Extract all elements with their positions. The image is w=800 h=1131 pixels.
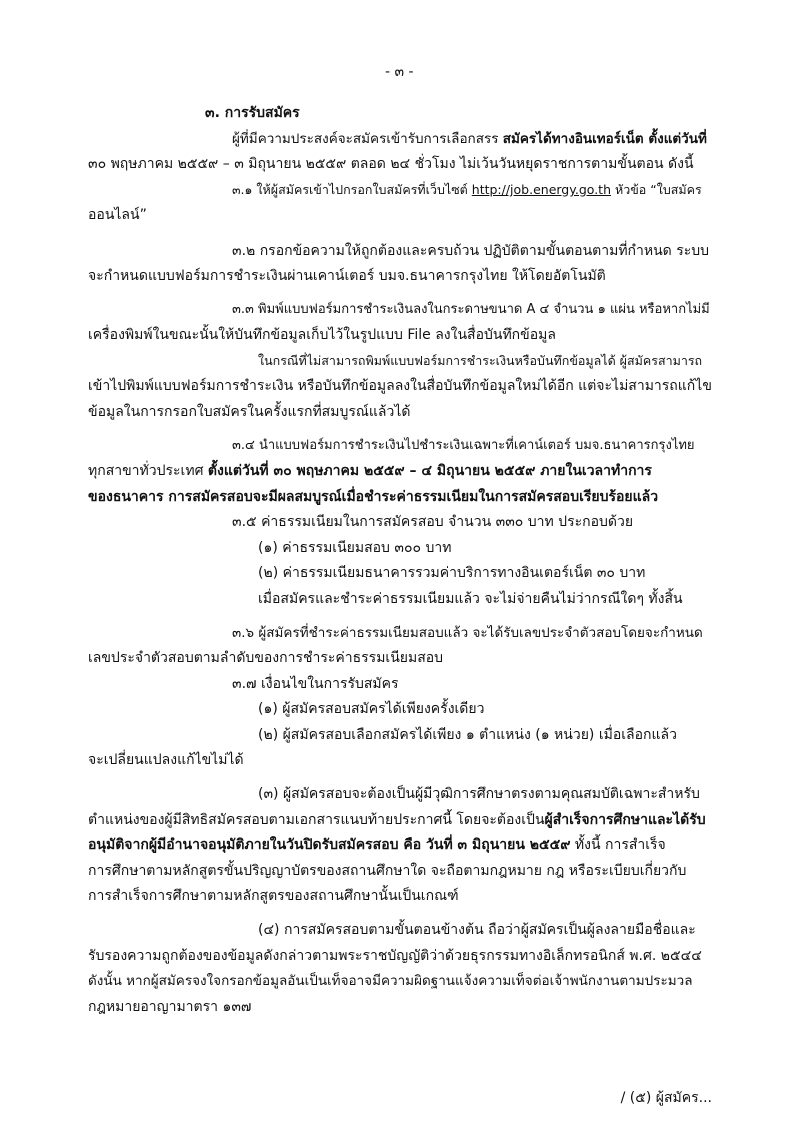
- item-3-2-line-1: ๓.๒ กรอกข้อความให้ถูกต้องและครบถ้วน ปฏิบัติตามขั้นตอนตามที่กำหนด ระบบ: [232, 243, 710, 259]
- item-3-2-line-2: จะกำหนดแบบฟอร์มการชำระเงินผ่านเคาน์เตอร์ บมจ.ธนาคารกรุงไทย ให้โดยอัตโนมัติ: [88, 268, 606, 284]
- page-number: - ๓ -: [385, 64, 414, 80]
- condition-3-line-2: [88, 810, 706, 830]
- intro-text: ผู้ที่มีความประสงค์จะสมัครเข้ารับการเลือกสรร: [232, 131, 503, 147]
- condition-3-line-4: การศึกษาตามหลักสูตรขั้นปริญญาบัตรของสถานศึกษาใด จะถือตามกฎหมาย กฎ หรือระเบียบเกี่ยวกับ: [88, 863, 687, 879]
- intro-line-2: ๓๐ พฤษภาคม ๒๕๕๙ – ๓ มิถุนายน ๒๕๕๙ ตลอด ๒๔ ชั่วโมง ไม่เว้นวันหยุดราชการตามขั้นตอน ดังนี้: [88, 156, 694, 172]
- intro-line-1: [232, 129, 707, 149]
- item-3-3-line-5: ข้อมูลในการกรอกใบสมัครในครั้งแรกที่สมบูรณ์แล้วได้: [88, 404, 411, 420]
- item-3-1-line-1: [232, 180, 702, 200]
- condition-3-line-5: การสำเร็จการศึกษาตามหลักสูตรของสถานศึกษานั้นเป็นเกณฑ์: [88, 888, 459, 904]
- fee-note: เมื่อสมัครและชำระค่าธรรมเนียมแล้ว จะไม่จ่ายคืนไม่ว่ากรณีใดๆ ทั้งสิ้น: [258, 591, 683, 607]
- section-title: ๓. การรับสมัคร: [205, 105, 300, 121]
- condition-2-line-2: จะเปลี่ยนแปลงแก้ไขไม่ได้: [88, 752, 244, 768]
- condition-3-line-1: (๓) ผู้สมัครสอบจะต้องเป็นผู้มีวุฒิการศึกษาตรงตามคุณสมบัติเฉพาะสำหรับ: [258, 786, 700, 802]
- item-3-3-line-3: ในกรณีที่ไม่สามารถพิมพ์แบบฟอร์มการชำระเงินหรือบันทึกข้อมูลได้ ผู้สมัครสามารถ: [258, 353, 703, 368]
- condition-3-deadline: อนุมัติจากผู้มีอำนาจอนุมัติภายในวันปิดรับสมัครสอบ คือ วันที่ ๓ มิถุนายน ๒๕๕๙: [88, 837, 571, 853]
- item-3-4-bold-text: ตั้งแต่วันที่ ๓๐ พฤษภาคม ๒๕๕๙ – ๔ มิถุนายน ๒๕๕๙ ภายในเวลาทำการ: [207, 463, 652, 479]
- item-3-6-line-1: ๓.๖ ผู้สมัครที่ชำระค่าธรรมเนียมสอบแล้ว จะได้รับเลขประจำตัวสอบโดยจะกำหนด: [232, 625, 703, 641]
- website-link[interactable]: http://job.energy.go.th: [471, 182, 611, 197]
- item-3-5-line-1: ๓.๕ ค่าธรรมเนียมในการสมัครสอบ จำนวน ๓๓๐ บาท ประกอบด้วย: [232, 514, 634, 530]
- item-3-1-line-2: ออนไลน์”: [88, 207, 147, 223]
- condition-4-line-3: ดังนั้น หากผู้สมัครจงใจกรอกข้อมูลอันเป็นเท็จอาจมีความผิดฐานแจ้งความเท็จต่อเจ้าพนักงานตามประมวล: [88, 973, 693, 989]
- condition-4-line-4: กฎหมายอาญามาตรา ๑๓๗: [88, 999, 252, 1015]
- intro-bold-text: สมัครได้ทางอินเทอร์เน็ต ตั้งแต่วันที่: [502, 131, 707, 147]
- condition-2-line-1: (๒) ผู้สมัครสอบเลือกสมัครได้เพียง ๑ ตำแหน่ง (๑ หน่วย) เมื่อเลือกแล้ว: [258, 727, 677, 743]
- item-3-4-line-1: ๓.๔ นำแบบฟอร์มการชำระเงินไปชำระเงินเฉพาะที่เคาน์เตอร์ บมจ.ธนาคารกรุงไทย: [232, 438, 695, 453]
- item-3-1-topic: หัวข้อ “ใบสมัคร: [611, 182, 702, 197]
- condition-3-continuation: ทั้งนี้ การสำเร็จ: [570, 837, 666, 853]
- fee-item-1: (๑) ค่าธรรมเนียมสอบ ๓๐๐ บาท: [258, 540, 452, 556]
- condition-3-text: ตำแหน่งของผู้มีสิทธิสมัครสอบตามเอกสารแนบท้ายประกาศนี้ โดยจะต้องเป็น: [88, 812, 545, 828]
- condition-4-line-2: รับรองความถูกต้องของข้อมูลดังกล่าวตามพระราชบัญญัติว่าด้วยธุรกรรมทางอิเล็กทรอนิกส์ พ.ศ. ๒๕๔๔: [88, 948, 702, 964]
- footer-continuation: / (๕) ผู้สมัคร...: [620, 1090, 712, 1106]
- item-3-3-line-2: เครื่องพิมพ์ในขณะนั้นให้บันทึกข้อมูลเก็บไว้ในรูปแบบ File ลงในสื่อบันทึกข้อมูล: [88, 327, 556, 343]
- condition-3-line-3: [88, 835, 666, 855]
- item-3-6-line-2: เลขประจำตัวสอบตามลำดับของการชำระค่าธรรมเนียมสอบ: [88, 650, 444, 666]
- item-3-4-line-3: ของธนาคาร การสมัครสอบจะมีผลสมบูรณ์เมื่อชำระค่าธรรมเนียมในการสมัครสอบเรียบร้อยแล้ว: [88, 489, 659, 505]
- item-3-1-text: ๓.๑ ให้ผู้สมัครเข้าไปกรอกใบสมัครที่เว็บไซต์: [232, 182, 472, 197]
- condition-4-line-1: (๔) การสมัครสอบตามขั้นตอนข้างต้น ถือว่าผู้สมัครเป็นผู้ลงลายมือชื่อและ: [258, 922, 696, 938]
- condition-3-bold-text: ผู้สำเร็จการศึกษาและได้รับ: [544, 812, 706, 828]
- item-3-7-title: ๓.๗ เงื่อนไขในการรับสมัคร: [232, 676, 399, 692]
- item-3-3-line-1: ๓.๓ พิมพ์แบบฟอร์มการชำระเงินลงในกระดาษขนาด A ๔ จำนวน ๑ แผ่น หรือหากไม่มี: [232, 302, 710, 317]
- item-3-3-line-4: เข้าไปพิมพ์แบบฟอร์มการชำระเงิน หรือบันทึกข้อมูลลงในสื่อบันทึกข้อมูลใหม่ได้อีก แต่จะไม่สามารถแก้ไข: [88, 378, 712, 394]
- item-3-4-line-2: [88, 461, 652, 481]
- condition-1: (๑) ผู้สมัครสอบสมัครได้เพียงครั้งเดียว: [258, 701, 485, 717]
- fee-item-2: (๒) ค่าธรรมเนียมธนาคารรวมค่าบริการทางอินเตอร์เน็ต ๓๐ บาท: [258, 565, 646, 581]
- item-3-4-text: ทุกสาขาทั่วประเทศ: [88, 463, 208, 479]
